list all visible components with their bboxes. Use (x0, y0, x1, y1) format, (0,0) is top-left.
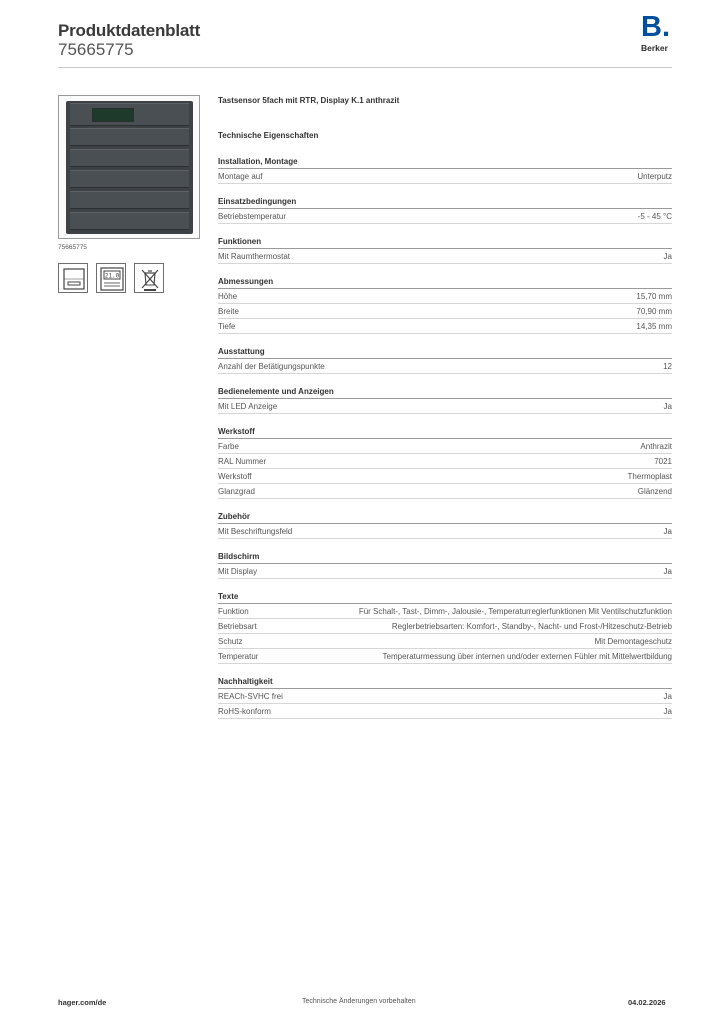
device-display (92, 108, 134, 122)
spec-section-title: Einsatzbedingungen (218, 195, 672, 209)
spec-value: Ja (663, 567, 672, 576)
spec-label: Montage auf (218, 172, 263, 181)
spec-section-title: Bedienelemente und Anzeigen (218, 385, 672, 399)
spec-value: 15,70 mm (636, 292, 672, 301)
spec-value: 7021 (654, 457, 672, 466)
spec-section-title: Bildschirm (218, 550, 672, 564)
spec-row (218, 469, 672, 484)
spec-value: Ja (663, 402, 672, 411)
spec-value: Thermoplast (627, 472, 672, 481)
spec-row (218, 524, 672, 539)
spec-section (218, 345, 672, 374)
spec-row (218, 439, 672, 454)
spec-row (218, 604, 672, 619)
spec-value: Anthrazit (640, 442, 672, 451)
svg-text:21.0: 21.0 (104, 272, 120, 280)
footer-disclaimer: Technische Änderungen vorbehalten (302, 998, 416, 1005)
berker-logo[interactable] (641, 11, 675, 56)
push-button-sensor-illustration (66, 101, 193, 234)
spec-value: 70,90 mm (636, 307, 672, 316)
spec-section (218, 385, 672, 414)
spec-section (218, 195, 672, 224)
header-divider (58, 67, 672, 68)
spec-section-title: Nachhaltigkeit (218, 675, 672, 689)
device-key (70, 170, 189, 188)
image-caption: 75665775 (58, 244, 87, 251)
logo-mark: B. (641, 11, 670, 43)
spec-row (218, 704, 672, 719)
footer-website-link[interactable]: hager.com/de (58, 998, 107, 1007)
spec-row (218, 564, 672, 579)
page-title: Produktdatenblatt (58, 21, 201, 40)
spec-section (218, 275, 672, 334)
device-key (70, 212, 189, 230)
spec-value: Temperaturmessung über internen und/oder externen Fühler mit Mittelwertbildung (382, 652, 672, 661)
spec-label: Mit Display (218, 567, 258, 576)
spec-value: Ja (663, 527, 672, 536)
spec-value: Für Schalt-, Tast-, Dimm-, Jalousie-, Temperaturreglerfunktionen Mit Ventilschutzfunktion (358, 607, 672, 616)
spec-label: Mit Beschriftungsfeld (218, 527, 293, 536)
spec-label: RAL Nummer (218, 457, 267, 466)
spec-label: Breite (218, 307, 239, 316)
spec-label: Betriebsart (218, 622, 257, 631)
spec-row (218, 399, 672, 414)
spec-label: Werkstoff (218, 472, 252, 481)
spec-section-title: Zubehör (218, 510, 672, 524)
display-thermostat-icon (96, 263, 126, 293)
spec-row (218, 249, 672, 264)
spec-section (218, 510, 672, 539)
product-image (58, 95, 200, 239)
spec-row (218, 454, 672, 469)
spec-row (218, 289, 672, 304)
device-key (70, 128, 189, 146)
weee-disposal-icon (134, 263, 164, 293)
spec-label: Farbe (218, 442, 239, 451)
spec-row (218, 634, 672, 649)
spec-row (218, 359, 672, 374)
spec-row (218, 484, 672, 499)
device-key (70, 149, 189, 167)
spec-value: Unterputz (637, 172, 672, 181)
spec-section-title: Texte (218, 590, 672, 604)
spec-section-title: Werkstoff (218, 425, 672, 439)
spec-section-title: Abmessungen (218, 275, 672, 289)
spec-label: Temperatur (218, 652, 259, 661)
spec-value: 12 (663, 362, 672, 371)
spec-section (218, 155, 672, 184)
spec-row (218, 209, 672, 224)
spec-row (218, 689, 672, 704)
spec-value: 14,35 mm (636, 322, 672, 331)
spec-label: Mit Raumthermostat (218, 252, 291, 261)
device-key (70, 191, 189, 209)
spec-label: Betriebstemperatur (218, 212, 287, 221)
product-name: Tastsensor 5fach mit RTR, Display K.1 anthrazit (218, 96, 400, 105)
spec-value: Ja (663, 252, 672, 261)
spec-row (218, 319, 672, 334)
spec-label: Schutz (218, 637, 243, 646)
spec-row (218, 304, 672, 319)
spec-section-title: Ausstattung (218, 345, 672, 359)
spec-label: REACh-SVHC frei (218, 692, 283, 701)
spec-label: Tiefe (218, 322, 236, 331)
spec-value: Reglerbetriebsarten: Komfort-, Standby-, Nacht- und Frost-/Hitzeschutz-Betrieb (391, 622, 672, 631)
spec-section (218, 590, 672, 664)
spec-label: Mit LED Anzeige (218, 402, 278, 411)
spec-row (218, 619, 672, 634)
spec-section-title: Installation, Montage (218, 155, 672, 169)
spec-value: Glänzend (637, 487, 672, 496)
spec-row (218, 649, 672, 664)
spec-section-title: Funktionen (218, 235, 672, 249)
spec-label: Glanzgrad (218, 487, 255, 496)
spec-value: Ja (663, 692, 672, 701)
spec-section (218, 235, 672, 264)
spec-section (218, 550, 672, 579)
spec-section (218, 425, 672, 499)
specification-table (218, 155, 672, 730)
spec-section (218, 675, 672, 719)
spec-label: Anzahl der Betätigungspunkte (218, 362, 325, 371)
spec-value: Mit Demontageschutz (594, 637, 672, 646)
technical-properties-heading: Technische Eigenschaften (218, 131, 319, 140)
spec-row (218, 169, 672, 184)
logo-wordmark: Berker (641, 43, 668, 53)
footer-date: 04.02.2026 (628, 998, 666, 1007)
spec-value: Ja (663, 707, 672, 716)
spec-label: Höhe (218, 292, 238, 301)
flush-mount-icon (58, 263, 88, 293)
spec-label: RoHS-konform (218, 707, 271, 716)
spec-value: -5 - 45 °C (637, 212, 672, 221)
article-number: 75665775 (58, 40, 134, 59)
spec-label: Funktion (218, 607, 249, 616)
